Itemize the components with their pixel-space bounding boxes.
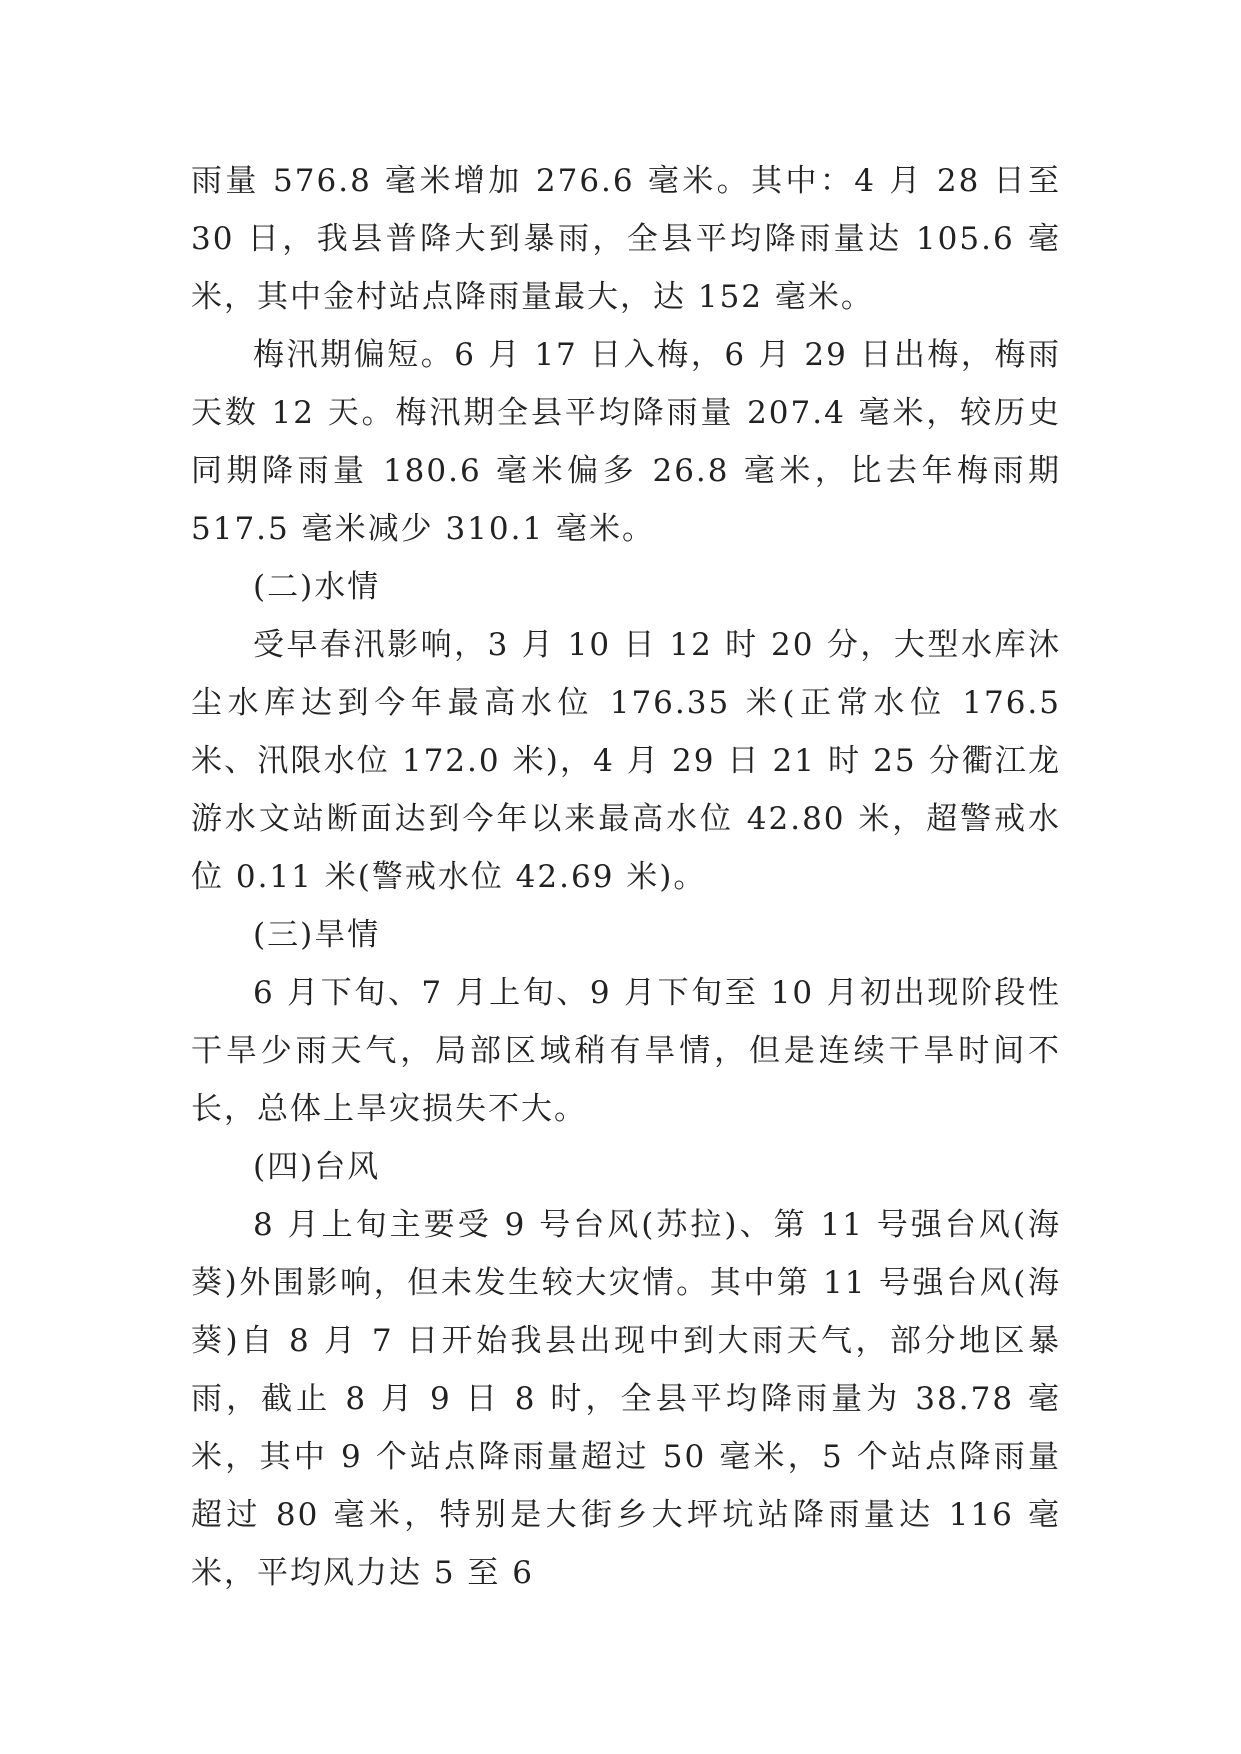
section-heading-typhoon: (四)台风 <box>253 1149 381 1185</box>
document-body <box>191 152 1061 1602</box>
paragraph-typhoon: 8 月上旬主要受 9 号台风(苏拉)、第 11 号强台风(海葵)外围影响，但未发生较大灾情。其中第 11 号强台风(海葵)自 8 月 7 日开始我县出现中到大雨天气，部分地区暴雨，截止 8 月 9 日 8 时，全县平均降雨量为 38.78 毫米，其中 9 个站点降雨量超过 50 毫米，5 个站点降雨量超过 80 毫米，特别是大街乡大坪坑站降雨量达 116 毫米，平均风力达 5 至 6 <box>191 1207 1061 1591</box>
paragraph-water-levels: 受早春汛影响，3 月 10 日 12 时 20 分，大型水库沐尘水库达到今年最高水位 176.35 米(正常水位 176.5 米、汛限水位 172.0 米)，4 月 29 日 21 时 25 分衢江龙游水文站断面达到今年以来最高水位 42.80 米，超警戒水位 0.11 米(警戒水位 42.69 米)。 <box>191 627 1061 895</box>
paragraph-drought: 6 月下旬、7 月上旬、9 月下旬至 10 月初出现阶段性干旱少雨天气，局部区域稍有旱情，但是连续干旱时间不长，总体上旱灾损失不大。 <box>191 975 1061 1127</box>
section-heading-drought: (三)旱情 <box>253 917 381 953</box>
section-heading-water-regime: (二)水情 <box>253 569 381 605</box>
paragraph-rainfall-summary: 雨量 576.8 毫米增加 276.6 毫米。其中：4 月 28 日至 30 日，我县普降大到暴雨，全县平均降雨量达 105.6 毫米，其中金村站点降雨量最大，达 152 毫米。 <box>191 163 1061 315</box>
paragraph-plum-rain-season: 梅汛期偏短。6 月 17 日入梅，6 月 29 日出梅，梅雨天数 12 天。梅汛期全县平均降雨量 207.4 毫米，较历史同期降雨量 180.6 毫米偏多 26.8 毫米，比去年梅雨期 517.5 毫米减少 310.1 毫米。 <box>191 337 1061 547</box>
